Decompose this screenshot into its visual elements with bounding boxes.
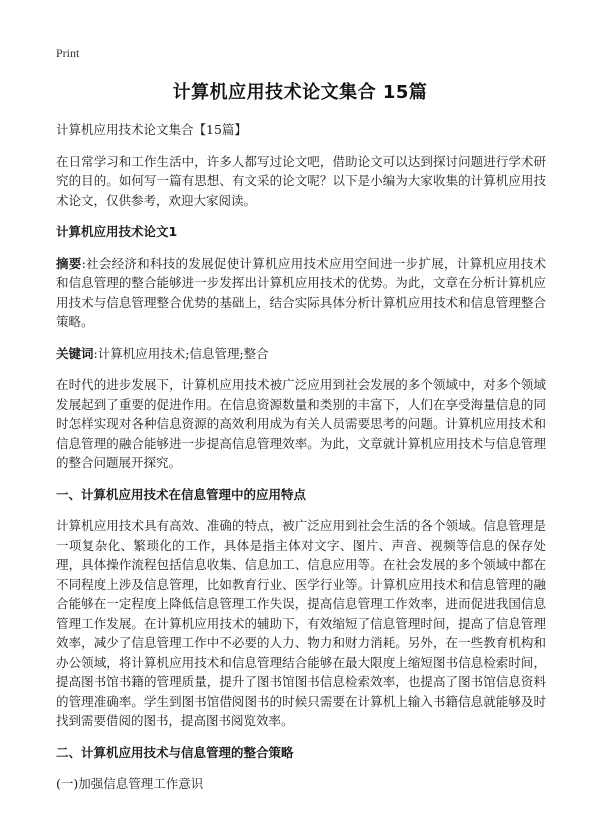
keywords-label: 关键词 [56,345,94,361]
body-paragraph-2: 计算机应用技术具有高效、准确的特点，被广泛应用到社会生活的各个领域。信息管理是一项复杂化、繁琐化的工作，具体是指主体对文字、图片、声音、视频等信息的保存处理，具体操作流程包括信息收集、信息加工、信息应用等。在社会发展的多个领域中都在不同程度上涉及信息管理，比如教育行业、医学行业等。计算机应用技术和信息管理的融合能够在一定程度上降低信息管理工作失误，提高信息管理工作效率，进而促进我国信息管理工作发展。在计算机应用技术的辅助下，有效缩短了信息管理时间，提高了信息管理效率，减少了信息管理工作中不必要的人力、物力和财力消耗。另外，在一些教育机构和办公领域，将计算机应用技术和信息管理结合能够在最大限度上缩短图书信息检索时间，提高图书馆书籍的管理质量，提升了图书馆图书信息检索效率，也提高了图书馆信息资料的管理准确率。学生到图书馆借阅图书的时候只需要在计算机上输入书籍信息就能够及时找到需要借阅的图书，提高图书阅览效率。 [56,518,546,728]
section-heading-2: 二、计算机应用技术与信息管理的整合策略 [56,744,294,760]
subsection-heading: (一)加强信息管理工作意识 [56,776,204,791]
keywords-text: :计算机应用技术;信息管理;整合 [93,345,269,361]
print-label[interactable]: Print [56,46,80,60]
body-paragraph-1: 在时代的进步发展下，计算机应用技术被广泛应用到社会发展的多个领域中，对多个领域发展起到了重要的促进作用。在信息资源数量和类别的丰富下，人们在享受海量信息的同时怎样实现对各种信息资源的高效利用成为有关人员需要思考的问题。计算机应用技术和信息管理的融合能够进一步提高信息管理效率。为此，文章就计算机应用技术与信息管理的整合问题展开探究。 [56,377,546,470]
document-body [56,120,546,794]
article-heading: 计算机应用技术论文1 [56,224,178,239]
intro-paragraph: 在日常学习和工作生活中，许多人都写过论文吧，借助论文可以达到探讨问题进行学术研究的目的。如何写一篇有思想、有文采的论文呢？以下是小编为大家收集的计算机应用技术论文，仅供参考，欢迎大家阅读。 [56,153,546,208]
abstract-label: 摘要 [56,255,82,271]
document-subtitle: 计算机应用技术论文集合【15篇】 [56,122,247,137]
abstract-paragraph [56,254,546,332]
page-title: 计算机应用技术论文集合 15篇 [172,82,428,103]
abstract-text: :社会经济和科技的发展促使计算机应用技术应用空间进一步扩展，计算机应用技术和信息管理的整合能够进一步发挥出计算机应用技术的优势。为此，文章在分析计算机应用技术与信息管理整合优势的基础上，结合实际具体分析计算机应用技术和信息管理整合策略。 [56,255,546,329]
keywords-paragraph [56,344,546,364]
section-heading-1: 一、计算机应用技术在信息管理中的应用特点 [56,486,307,502]
